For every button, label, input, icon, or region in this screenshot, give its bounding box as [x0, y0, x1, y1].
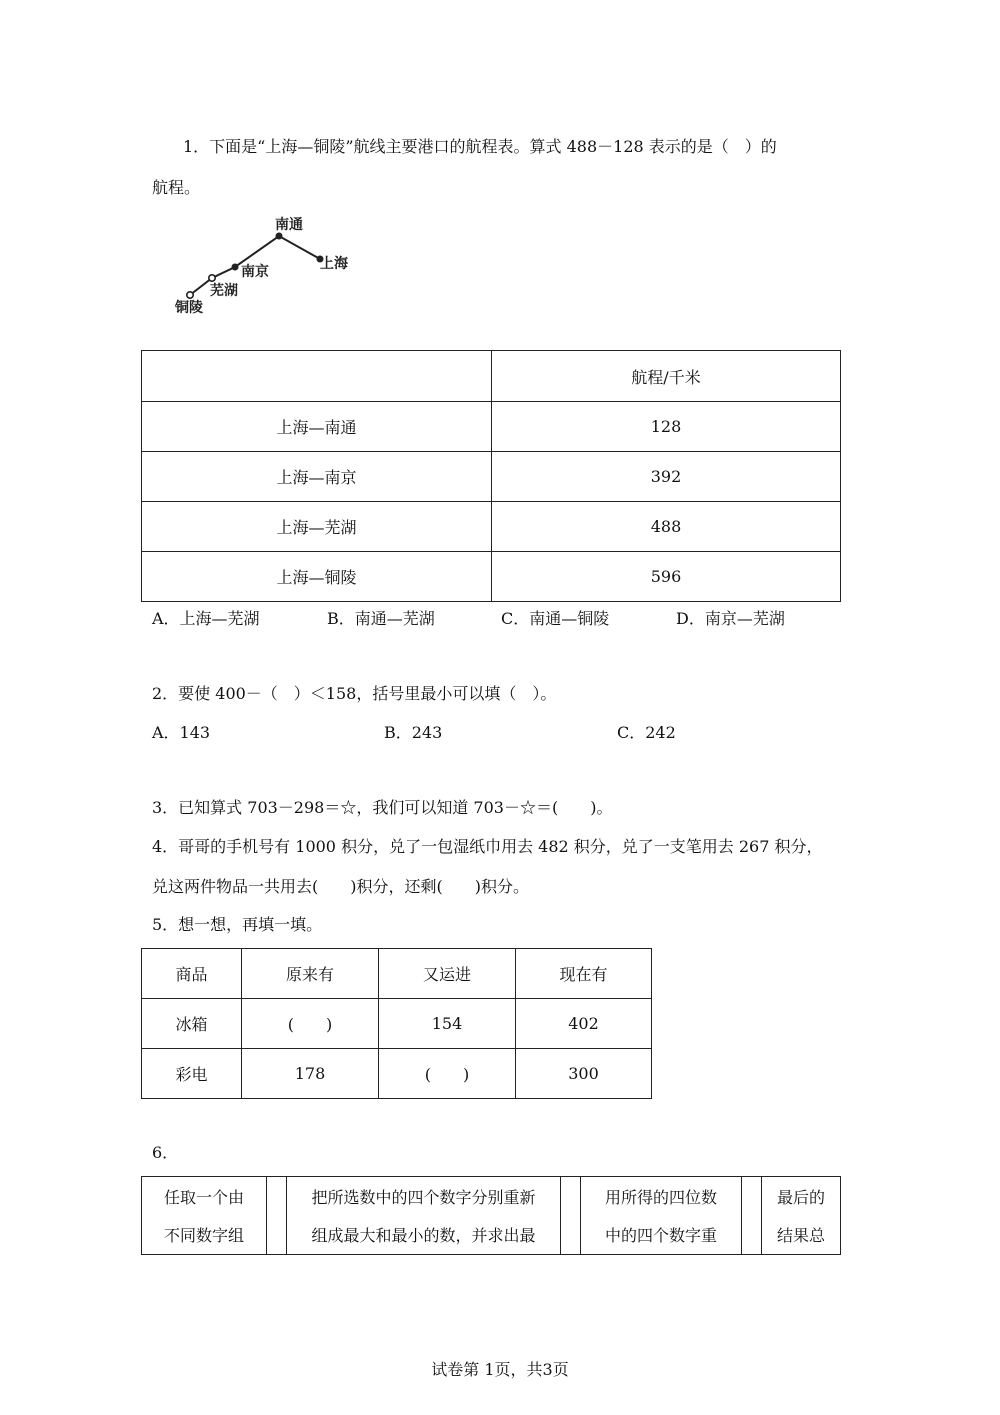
- goods-header-current: 现在有: [516, 949, 652, 999]
- flow-box-2-line2: 组成最大和最小的数，并求出最: [287, 1216, 561, 1255]
- q5-text: 5．想一想，再填一填。: [152, 915, 323, 934]
- table-row: [142, 999, 652, 1049]
- q1-option-a[interactable]: A．上海—芜湖: [152, 609, 260, 628]
- goods-blank-cell[interactable]: ( ): [242, 999, 379, 1049]
- route-cell: 上海—芜湖: [142, 502, 492, 552]
- table-header-empty: [142, 351, 492, 402]
- q1-text-line2: 航程。: [152, 178, 201, 197]
- route-cell: 上海—南京: [142, 452, 492, 502]
- q1-text-line1: 1．下面是“上海—铜陵”航线主要港口的航程表。算式 488－128 表示的是（ ）的: [183, 137, 777, 156]
- goods-table: [141, 948, 652, 1099]
- goods-header-original: 原来有: [242, 949, 379, 999]
- q1-option-c[interactable]: C．南通—铜陵: [501, 609, 610, 628]
- q1-option-b[interactable]: B．南通—芜湖: [327, 609, 435, 628]
- q1-option-d[interactable]: D．南京—芜湖: [676, 609, 785, 628]
- table-row: [142, 1049, 652, 1099]
- flow-arrow-slot: [742, 1177, 762, 1255]
- table-row: [142, 402, 841, 452]
- q4-text-line2: 兑这两件物品一共用去( )积分，还剩( )积分。: [152, 877, 529, 896]
- route-map: [165, 210, 365, 320]
- flow-box-2-line1: 把所选数中的四个数字分别重新: [287, 1177, 561, 1216]
- table-row: [142, 452, 841, 502]
- goods-cell: 彩电: [142, 1049, 242, 1099]
- map-label-shanghai: 上海: [320, 256, 348, 272]
- goods-cell: 冰箱: [142, 999, 242, 1049]
- q2-option-c[interactable]: C．242: [617, 723, 676, 742]
- table-row: [142, 552, 841, 602]
- flow-box-3-line2: 中的四个数字重: [581, 1216, 742, 1255]
- map-label-tongling: 铜陵: [175, 300, 203, 316]
- process-flow-table: [141, 1176, 841, 1255]
- distance-cell: 596: [492, 552, 841, 602]
- table-header-distance: 航程/千米: [492, 351, 841, 402]
- goods-header-item: 商品: [142, 949, 242, 999]
- flow-arrow-slot: [561, 1177, 581, 1255]
- nanjing-node: [232, 264, 239, 271]
- distance-cell: 128: [492, 402, 841, 452]
- goods-cell: 154: [379, 999, 516, 1049]
- wuhu-node: [209, 275, 215, 281]
- goods-header-shipped: 又运进: [379, 949, 516, 999]
- flow-box-4-line2: 结果总: [762, 1216, 841, 1255]
- q2-option-b[interactable]: B．243: [384, 723, 443, 742]
- flow-box-3-line1: 用所得的四位数: [581, 1177, 742, 1216]
- q6-text: 6．: [152, 1143, 179, 1162]
- map-label-nanjing: 南京: [241, 264, 269, 280]
- flow-arrow-slot: [267, 1177, 287, 1255]
- page-footer: 试卷第 1页，共3页: [431, 1360, 569, 1379]
- goods-blank-cell[interactable]: ( ): [379, 1049, 516, 1099]
- flow-box-4-line1: 最后的: [762, 1177, 841, 1216]
- flow-box-1-line2: 不同数字组: [142, 1216, 267, 1255]
- q2-text: 2．要使 400－（ ）＜158，括号里最小可以填（ ）。: [152, 684, 557, 703]
- route-distance-table: [141, 350, 841, 602]
- q3-text: 3．已知算式 703－298＝☆，我们可以知道 703－☆＝( )。: [152, 798, 613, 817]
- route-cell: 上海—铜陵: [142, 552, 492, 602]
- goods-cell: 300: [516, 1049, 652, 1099]
- table-row: [142, 502, 841, 552]
- map-label-wuhu: 芜湖: [210, 283, 238, 299]
- tongling-node: [187, 292, 193, 298]
- distance-cell: 392: [492, 452, 841, 502]
- distance-cell: 488: [492, 502, 841, 552]
- goods-cell: 178: [242, 1049, 379, 1099]
- map-label-nantong: 南通: [275, 217, 303, 233]
- nantong-node: [276, 233, 283, 240]
- q2-option-a[interactable]: A．143: [152, 723, 211, 742]
- q4-text-line1: 4．哥哥的手机号有 1000 积分，兑了一包湿纸巾用去 482 积分，兑了一支笔用去 267 积分，: [152, 837, 823, 856]
- goods-cell: 402: [516, 999, 652, 1049]
- flow-box-1-line1: 任取一个由: [142, 1177, 267, 1216]
- route-cell: 上海—南通: [142, 402, 492, 452]
